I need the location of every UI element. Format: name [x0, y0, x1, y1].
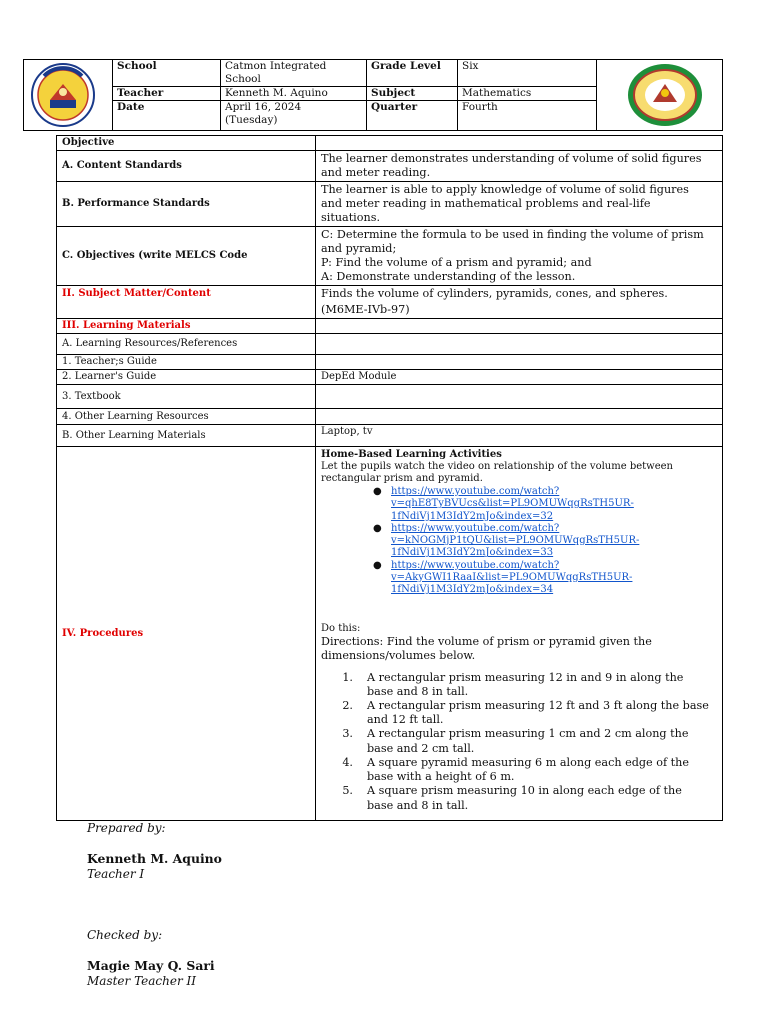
exercise-number: 1. [342, 670, 353, 684]
exercise-number: 4. [342, 755, 353, 769]
objectives-value [316, 227, 723, 286]
objectives-line: C: Determine the formula to be used in finding the volume of prism [321, 228, 704, 241]
bullet-icon: ● [373, 486, 382, 497]
procedures-label: IV. Procedures [57, 447, 316, 821]
content-line: The learner demonstrates understanding of volume of solid figures [321, 152, 702, 165]
video-link-list [373, 486, 717, 597]
exercise-line: and 12 ft tall. [367, 713, 444, 727]
directions-line: Directions: Find the volume of prism or pyramid given the [321, 634, 652, 648]
subject-line: (M6ME-IVb-97) [321, 303, 410, 316]
content-standards-label: A. Content Standards [57, 151, 316, 182]
school-value: Catmon Integrated School [221, 60, 367, 87]
school-seal-icon [626, 62, 704, 128]
checker-title: Master Teacher II [87, 974, 196, 988]
content-line: and meter reading. [321, 166, 431, 179]
exercise-item [321, 699, 717, 727]
school-label: School [113, 60, 221, 87]
row-learning-materials [57, 319, 723, 334]
video-link-item[interactable] [373, 523, 717, 560]
exercise-item [321, 756, 717, 784]
learners-guide-label: 2. Learner's Guide [57, 370, 316, 385]
row-textbook [57, 385, 723, 409]
row-teachers-guide [57, 355, 723, 370]
subject-label: Subject [367, 87, 458, 101]
checker-name: Magie May Q. Sari [87, 958, 215, 973]
video-link-line[interactable]: v=qhE8TyBVUcs&list=PL9OMUWqgRsTH5UR- [391, 498, 634, 510]
other-resources-value [316, 409, 723, 425]
row-content-standards [57, 151, 723, 182]
objective-value [316, 136, 723, 151]
quarter-value: Fourth [458, 101, 597, 131]
objectives-line: and pyramid; [321, 242, 397, 255]
content-standards-value [316, 151, 723, 182]
subject-matter-label: II. Subject Matter/Content [57, 286, 316, 319]
row-objectives [57, 227, 723, 286]
row-procedures [57, 447, 723, 821]
textbook-label: 3. Textbook [57, 385, 316, 409]
row-subject-matter [57, 286, 723, 319]
date-text: April 16, 2024 [225, 101, 302, 113]
teachers-guide-label: 1. Teacher;s Guide [57, 355, 316, 370]
exercise-number: 3. [342, 727, 353, 741]
video-link-line[interactable]: v=kNOGMjP1tQU&list=PL9OMUWqgRsTH5UR- [391, 535, 640, 547]
checked-by-label: Checked by: [87, 928, 163, 942]
procedures-value [316, 447, 723, 821]
objectives-line: A: Demonstrate understanding of the lesson. [321, 270, 576, 283]
exercise-item [321, 727, 717, 755]
performance-line: The learner is able to apply knowledge of volume of solid figures [321, 183, 689, 196]
video-link-line[interactable]: 1fNdiVj1M3IdY2mJo&index=34 [391, 584, 554, 596]
other-materials-label: B. Other Learning Materials [57, 425, 316, 447]
exercise-list [321, 671, 717, 813]
prepared-by-label: Prepared by: [87, 821, 166, 835]
learning-resources-value [316, 334, 723, 355]
exercise-line: A square prism measuring 10 in along each edge of the [367, 784, 682, 798]
video-link-line[interactable]: https://www.youtube.com/watch? [391, 522, 560, 534]
exercise-line: A square pyramid measuring 6 m along each edge of the [367, 755, 689, 769]
grade-level-label: Grade Level [367, 60, 458, 87]
row-learning-resources [57, 334, 723, 355]
hbl-title: Home-Based Learning Activities [321, 449, 502, 460]
division-seal-icon [30, 62, 96, 128]
date-value [221, 101, 367, 131]
directions-line: dimensions/volumes below. [321, 648, 476, 662]
row-objective [57, 136, 723, 151]
video-link-line[interactable]: v=AkyGWI1RaaI&list=PL9OMUWqgRsTH5UR- [391, 572, 633, 584]
row-other-materials [57, 425, 723, 447]
preparer-name: Kenneth M. Aquino [87, 851, 222, 866]
row-performance-standards [57, 182, 723, 227]
quarter-label: Quarter [367, 101, 458, 131]
date-label: Date [113, 101, 221, 131]
video-link-item[interactable] [373, 560, 717, 597]
performance-line: and meter reading in mathematical problems and real-life [321, 197, 651, 210]
grade-level-value: Six [458, 60, 597, 87]
teachers-guide-value [316, 355, 723, 370]
row-other-resources [57, 409, 723, 425]
exercise-item [321, 784, 717, 812]
exercise-line: A rectangular prism measuring 1 cm and 2 cm along the [367, 727, 689, 741]
learning-resources-label: A. Learning Resources/References [57, 334, 316, 355]
header-info-table [112, 59, 597, 131]
exercise-line: base and 8 in tall. [367, 684, 469, 698]
exercise-line: A rectangular prism measuring 12 in and 9 in along the [367, 670, 684, 684]
row-learners-guide [57, 370, 723, 385]
teacher-value: Kenneth M. Aquino [221, 87, 367, 101]
video-link-line[interactable]: https://www.youtube.com/watch? [391, 486, 560, 497]
objectives-label: C. Objectives (write MELCS Code [57, 227, 316, 286]
exercise-line: base and 8 in tall. [367, 798, 469, 812]
exercise-item [321, 671, 717, 699]
exercise-number: 5. [342, 784, 353, 798]
header-row-date [113, 101, 597, 131]
video-link-line[interactable]: 1fNdiVj1M3IdY2mJo&index=33 [391, 547, 554, 559]
header-row-teacher [113, 87, 597, 101]
subject-line: Finds the volume of cylinders, pyramids, cones, and spheres. [321, 287, 668, 300]
performance-line: situations. [321, 211, 381, 224]
lesson-plan-table [56, 135, 723, 821]
bullet-icon: ● [373, 559, 382, 571]
objective-label: Objective [57, 136, 316, 151]
exercise-line: base with a height of 6 m. [367, 770, 515, 784]
video-link-line[interactable]: 1fNdiVj1M3IdY2mJo&index=32 [391, 510, 554, 522]
hbl-line: rectangular prism and pyramid. [321, 473, 483, 484]
do-this: Do this: [321, 622, 361, 634]
subject-matter-value [316, 286, 723, 319]
learning-materials-label: III. Learning Materials [57, 319, 316, 334]
learners-guide-value: DepEd Module [316, 370, 723, 385]
date-day: (Tuesday) [225, 114, 278, 126]
bullet-icon: ● [373, 522, 382, 534]
video-link-line[interactable]: https://www.youtube.com/watch? [391, 559, 560, 571]
hbl-line: Let the pupils watch the video on relationship of the volume between [321, 461, 673, 472]
preparer-title: Teacher I [87, 867, 145, 881]
objectives-line: P: Find the volume of a prism and pyramid; and [321, 256, 592, 269]
learning-materials-value [316, 319, 723, 334]
other-resources-label: 4. Other Learning Resources [57, 409, 316, 425]
performance-standards-value [316, 182, 723, 227]
video-link-item[interactable] [373, 486, 717, 523]
other-materials-value: Laptop, tv [316, 425, 723, 447]
exercise-number: 2. [342, 699, 353, 713]
exercise-line: base and 2 cm tall. [367, 741, 475, 755]
exercise-line: A rectangular prism measuring 12 ft and 3 ft along the base [367, 699, 709, 713]
header-row-school [113, 60, 597, 87]
performance-standards-label: B. Performance Standards [57, 182, 316, 227]
subject-value: Mathematics [458, 87, 597, 101]
textbook-value [316, 385, 723, 409]
teacher-label: Teacher [113, 87, 221, 101]
header-box [23, 59, 723, 131]
